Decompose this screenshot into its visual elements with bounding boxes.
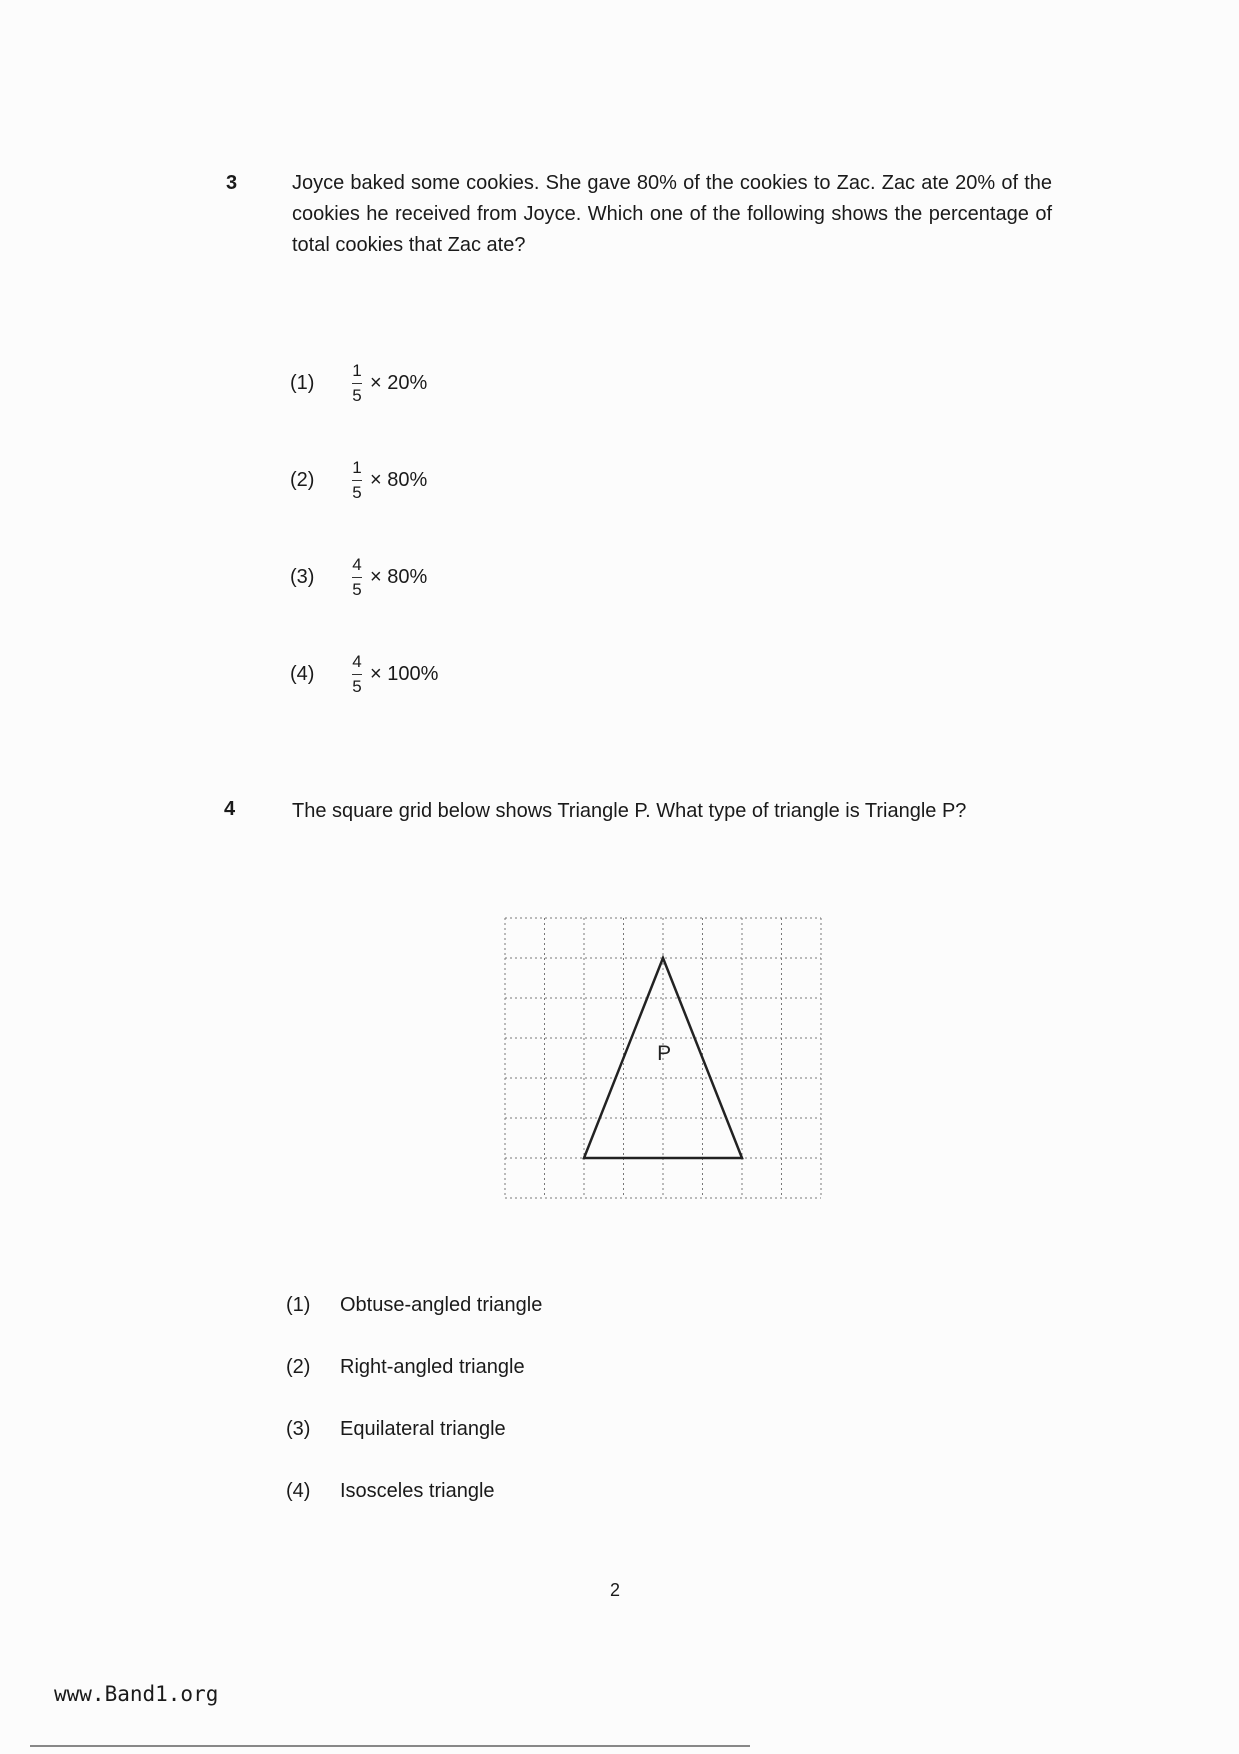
- denominator: 5: [352, 580, 362, 599]
- numerator: 4: [352, 555, 362, 574]
- question-3-number: 3: [226, 172, 238, 194]
- page-number: 2: [610, 1580, 621, 1600]
- option-expression: × 100%: [370, 663, 439, 685]
- option-text: Obtuse-angled triangle: [340, 1294, 543, 1316]
- fraction-bar: [352, 480, 362, 481]
- question-4-text: The square grid below shows Triangle P. What type of triangle is Triangle P?: [292, 800, 967, 822]
- bottom-rule: [30, 1745, 750, 1747]
- option-label: (1): [290, 372, 315, 394]
- option-label: (2): [290, 469, 315, 491]
- numerator: 1: [352, 361, 362, 380]
- fraction: [352, 653, 362, 696]
- question-3-option: [290, 653, 438, 696]
- fraction-bar: [352, 577, 362, 578]
- numerator: 1: [352, 458, 362, 477]
- denominator: 5: [352, 677, 362, 696]
- fraction: [352, 459, 362, 502]
- question-4-number: 4: [224, 798, 236, 820]
- option-label: (4): [286, 1480, 311, 1502]
- option-label: (3): [286, 1418, 311, 1440]
- question-4-option: [286, 1480, 495, 1503]
- footer-website: www.Band1.org: [54, 1682, 219, 1706]
- question-3-option: [290, 556, 427, 599]
- question-4-option: [286, 1418, 506, 1441]
- question-4-option: [286, 1356, 525, 1379]
- fraction-bar: [352, 383, 362, 384]
- triangle-grid-figure: [500, 912, 830, 1204]
- option-label: (1): [286, 1294, 311, 1316]
- option-label: (2): [286, 1356, 311, 1378]
- fraction: [352, 362, 362, 405]
- question-3-text: Joyce baked some cookies. She gave 80% of the cookies to Zac. Zac ate 20% of the cookies he received from Joyce. Which one of the following shows the percentage of total cookies that Zac ate?: [292, 172, 1052, 256]
- question-3-option: [290, 459, 427, 502]
- option-text: Isosceles triangle: [340, 1480, 495, 1502]
- option-text: Right-angled triangle: [340, 1356, 525, 1378]
- denominator: 5: [352, 483, 362, 502]
- option-expression: × 80%: [370, 566, 428, 588]
- question-3-option: [290, 362, 427, 405]
- option-text: Equilateral triangle: [340, 1418, 506, 1440]
- option-label: (3): [290, 566, 315, 588]
- numerator: 4: [352, 652, 362, 671]
- option-label: (4): [290, 663, 315, 685]
- fraction: [352, 556, 362, 599]
- triangle-label: P: [657, 1042, 672, 1065]
- option-expression: × 20%: [370, 372, 428, 394]
- fraction-bar: [352, 674, 362, 675]
- question-4-option: [286, 1294, 542, 1317]
- denominator: 5: [352, 386, 362, 405]
- option-expression: × 80%: [370, 469, 428, 491]
